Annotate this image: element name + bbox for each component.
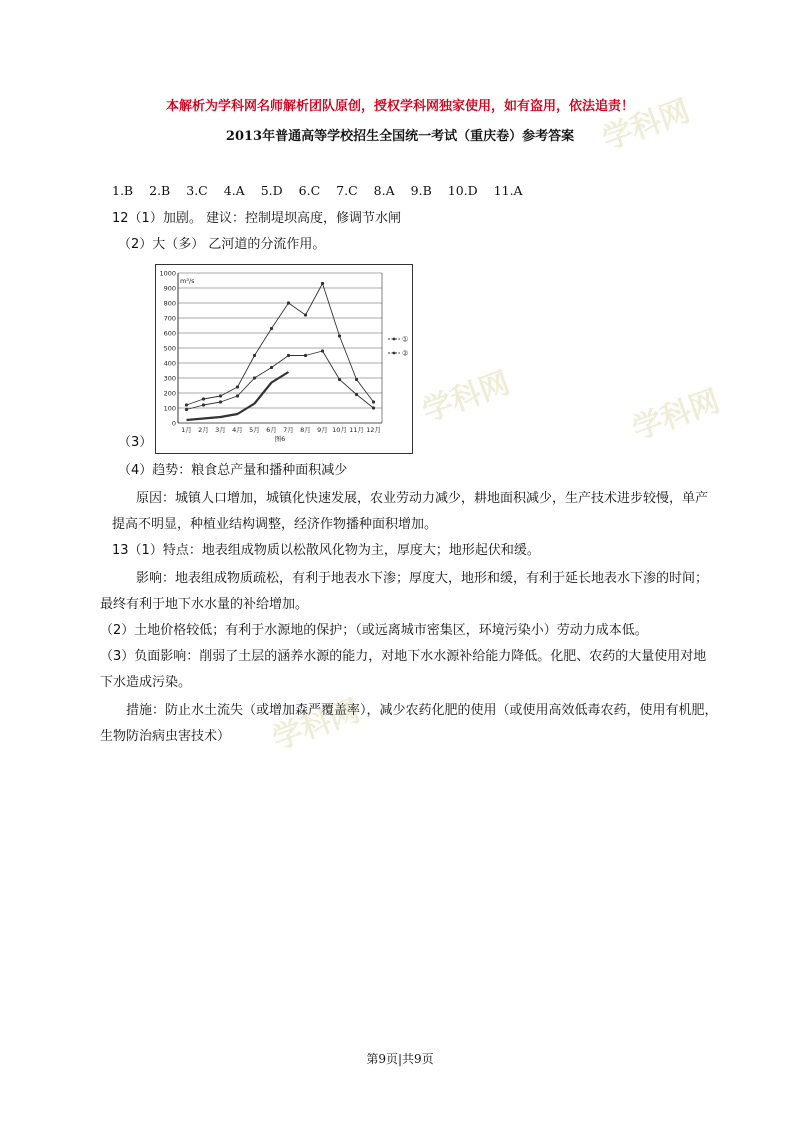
data-point	[236, 394, 239, 397]
q13-measures-cont: 生物防治病虫害技术）	[100, 729, 231, 744]
x-tick-label: 7月	[283, 426, 294, 434]
x-tick-label: 12月	[366, 426, 381, 434]
y-tick-label: 200	[163, 389, 176, 398]
mc-answer: 7.C	[336, 183, 358, 198]
y-tick-label: 500	[163, 344, 176, 353]
mc-answer: 5.D	[260, 183, 283, 198]
q12-part4-trend: （4）趋势：粮食总产量和播种面积减少	[118, 463, 348, 478]
data-point	[236, 385, 239, 388]
legend-label: ①	[402, 335, 409, 344]
q13-part1: 13（1）特点：地表组成物质以松散风化物为主，厚度大；地形起伏和缓。	[112, 543, 540, 558]
data-point	[270, 327, 273, 330]
x-tick-label: 5月	[249, 426, 260, 434]
q12-part4-reason: 原因：城镇人口增加，城镇化快速发展，农业劳动力减少，耕地面积减少，生产技术进步较慢，单产	[136, 491, 709, 506]
watermark: 学科网	[627, 383, 725, 448]
x-tick-label: 8月	[300, 426, 311, 434]
x-tick-label: 10月	[332, 426, 347, 434]
data-point	[253, 376, 256, 379]
data-point	[338, 378, 341, 381]
data-point	[321, 349, 324, 352]
data-point	[304, 354, 307, 357]
q13-part1-impact-cont: 最终有利于地下水水量的补给增加。	[100, 597, 309, 612]
data-point	[219, 400, 222, 403]
x-tick-label: 1月	[181, 426, 192, 434]
q12-part3-label: （3）	[118, 435, 153, 450]
y-tick-label: 400	[163, 359, 176, 368]
watermark: 学科网	[267, 693, 365, 758]
series-line-1	[187, 284, 374, 406]
q13-part3: （3）负面影响：削弱了土层的涵养水源的能力，对地下水水源补给能力降低。化肥、农药的大量使用对地	[100, 649, 707, 664]
data-point	[253, 354, 256, 357]
mc-answer: 2.B	[149, 183, 171, 198]
x-tick-label: 9月	[317, 426, 328, 434]
watermark: 学科网	[417, 365, 515, 430]
mc-answer: 9.B	[410, 183, 432, 198]
mc-answer: 1.B	[112, 183, 134, 198]
data-point	[185, 408, 188, 411]
q12-part2: （2）大（多） 乙河道的分流作用。	[118, 237, 326, 252]
data-point	[219, 394, 222, 397]
y-tick-label: 300	[163, 374, 176, 383]
data-point	[287, 354, 290, 357]
flow-chart	[155, 264, 413, 454]
y-tick-label: 0	[171, 419, 176, 428]
q13-measures: 措施：防止水土流失（或增加森严覆盖率），减少农药化肥的使用（或使用高效低毒农药，使用有机肥，	[126, 703, 718, 718]
mc-answer: 11.A	[493, 183, 523, 198]
data-point	[202, 403, 205, 406]
x-tick-label: 4月	[232, 426, 243, 434]
mc-answer: 10.D	[447, 183, 478, 198]
legend-marker	[393, 352, 396, 355]
data-point	[372, 406, 375, 409]
q12-part1: 12（1）加剧。 建议：控制堤坝高度，修调节水闸	[112, 211, 401, 226]
mc-answer: 6.C	[298, 183, 321, 198]
data-point	[287, 301, 290, 304]
x-tick-label: 2月	[198, 426, 209, 434]
y-tick-label: 100	[163, 404, 176, 413]
mc-answers	[112, 182, 539, 200]
y-tick-label: 900	[163, 284, 176, 293]
y-tick-label: 800	[163, 299, 176, 308]
q13-part3-cont: 下水造成污染。	[100, 675, 192, 690]
data-point	[185, 403, 188, 406]
x-tick-label: 6月	[266, 426, 277, 434]
data-point	[304, 313, 307, 316]
y-axis-unit: m³/s	[180, 277, 195, 285]
y-tick-label: 600	[163, 329, 176, 338]
y-tick-label: 1000	[159, 269, 176, 278]
x-tick-label: 11月	[349, 426, 364, 434]
copyright-notice: 本解析为学科网名师解析团队原创，授权学科网独家使用，如有盗用，依法追责！	[165, 99, 634, 114]
q13-part2: （2）土地价格较低；有利于水源地的保护；（或远离城市密集区，环境污染小）劳动力成本低。	[100, 623, 648, 638]
legend-label: ②	[402, 349, 409, 358]
line-chart-svg	[156, 265, 412, 453]
mc-answer: 3.C	[186, 183, 208, 198]
data-point	[321, 282, 324, 285]
mc-answer: 8.A	[373, 183, 395, 198]
page-title: 2013年普通高等学校招生全国统一考试（重庆卷）参考答案	[225, 129, 575, 144]
q12-part4-reason-cont: 提高不明显，种植业结构调整，经济作物播种面积增加。	[112, 517, 438, 532]
data-point	[338, 334, 341, 337]
data-point	[202, 397, 205, 400]
page-footer: 第9页|共9页	[366, 1052, 434, 1066]
watermark: 学科网	[597, 93, 695, 158]
mc-answer: 4.A	[223, 183, 245, 198]
data-point	[270, 366, 273, 369]
data-point	[355, 393, 358, 396]
q13-part1-impact: 影响：地表组成物质疏松，有利于地表水下渗；厚度大，地形和缓，有利于延长地表水下渗的时间；	[136, 571, 709, 586]
y-tick-label: 700	[163, 314, 176, 323]
chart-caption: 图6	[274, 435, 286, 443]
series-line-2	[187, 351, 374, 410]
data-point	[372, 400, 375, 403]
data-point	[355, 378, 358, 381]
x-tick-label: 3月	[215, 426, 226, 434]
legend-marker	[393, 338, 396, 341]
